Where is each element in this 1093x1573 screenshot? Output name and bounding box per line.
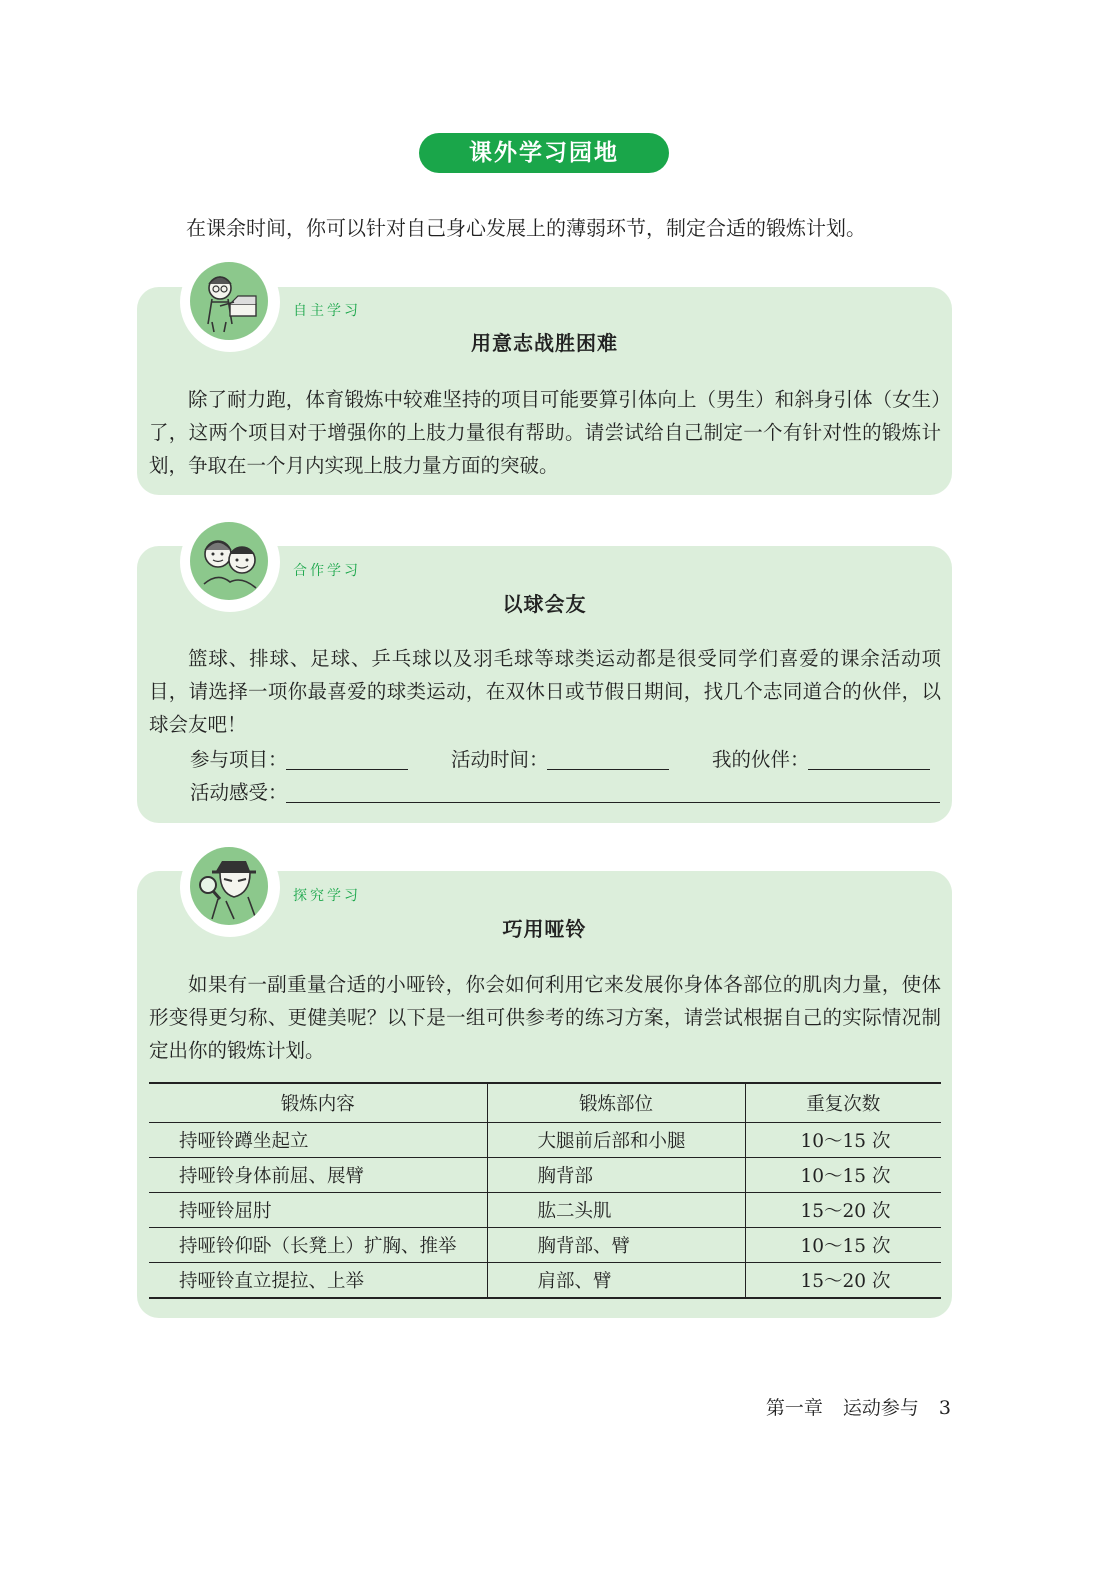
table-cell: 持哑铃直立提拉、上举: [149, 1263, 487, 1299]
project-blank[interactable]: [286, 769, 408, 770]
table-row: [149, 1158, 941, 1193]
table-row: [149, 1123, 941, 1158]
table-cell: 10～15 次: [745, 1123, 941, 1158]
table-cell: 大腿前后部和小腿: [487, 1123, 745, 1158]
table-cell: 10～15 次: [745, 1158, 941, 1193]
page-number: 3: [938, 1397, 951, 1419]
header-content: 锻炼内容: [149, 1083, 487, 1123]
section-title: 巧用哑铃: [502, 917, 587, 941]
section-label: 运动参与: [842, 1397, 919, 1419]
section-paragraph: 除了耐力跑，体育锻炼中较难坚持的项目可能要算引体向上（男生）和斜身引体（女生）了，这两个项目对于增强你的上肢力量很有帮助。请尝试给自己制定一个有针对性的锻炼计划，争取在一个月内实现上肢力量方面的突破。: [149, 388, 941, 477]
chapter-label: 第一章: [765, 1397, 823, 1419]
header-body-part: 锻炼部位: [487, 1083, 745, 1123]
feeling-blank[interactable]: [286, 802, 940, 803]
feeling-label: 活动感受：: [190, 781, 288, 804]
section-paragraph: 篮球、排球、足球、乒乓球以及羽毛球等球类运动都是很受同学们喜爱的课余活动项目，请选择一项你最喜爱的球类运动，在双休日或节假日期间，找几个志同道合的伙伴，以球会友吧！: [149, 647, 941, 736]
project-label: 参与项目：: [190, 748, 288, 771]
partner-blank[interactable]: [808, 769, 930, 770]
section-tag: 合作学习: [293, 563, 361, 579]
page-footer: [766, 1393, 951, 1420]
time-blank[interactable]: [547, 769, 669, 770]
section-title: 以球会友: [502, 592, 587, 616]
table-row: [149, 1193, 941, 1228]
table-cell: 肱二头肌: [487, 1193, 745, 1228]
table-cell: 持哑铃屈肘: [149, 1193, 487, 1228]
section-title: 用意志战胜困难: [471, 331, 618, 355]
table-cell: 持哑铃仰卧（长凳上）扩胸、推举: [149, 1228, 487, 1263]
section-banner: 课外学习园地: [419, 133, 669, 173]
table-cell: 胸背部: [487, 1158, 745, 1193]
time-label: 活动时间：: [451, 748, 549, 771]
section-paragraph: 如果有一副重量合适的小哑铃，你会如何利用它来发展你身体各部位的肌肉力量，使体形变得更匀称、更健美呢？以下是一组可供参考的练习方案，请尝试根据自己的实际情况制定出你的锻炼计划。: [149, 973, 941, 1062]
table-cell: 15～20 次: [745, 1193, 941, 1228]
header-repetitions: 重复次数: [745, 1083, 941, 1123]
table-cell: 15～20 次: [745, 1263, 941, 1299]
table-row: [149, 1263, 941, 1299]
table-cell: 持哑铃蹲坐起立: [149, 1123, 487, 1158]
partner-label: 我的伙伴：: [712, 748, 810, 771]
dumbbell-plan-table: [149, 1082, 941, 1299]
section-tag: 探究学习: [293, 888, 361, 904]
table-cell: 持哑铃身体前屈、展臂: [149, 1158, 487, 1193]
table-cell: 胸背部、臂: [487, 1228, 745, 1263]
table-header-row: [149, 1083, 941, 1123]
table-row: [149, 1228, 941, 1263]
table-cell: 10～15 次: [745, 1228, 941, 1263]
intro-text: 在课余时间，你可以针对自己身心发展上的薄弱环节，制定合适的锻炼计划。: [186, 216, 866, 240]
table-cell: 肩部、臂: [487, 1263, 745, 1299]
section-tag: 自主学习: [293, 303, 361, 319]
